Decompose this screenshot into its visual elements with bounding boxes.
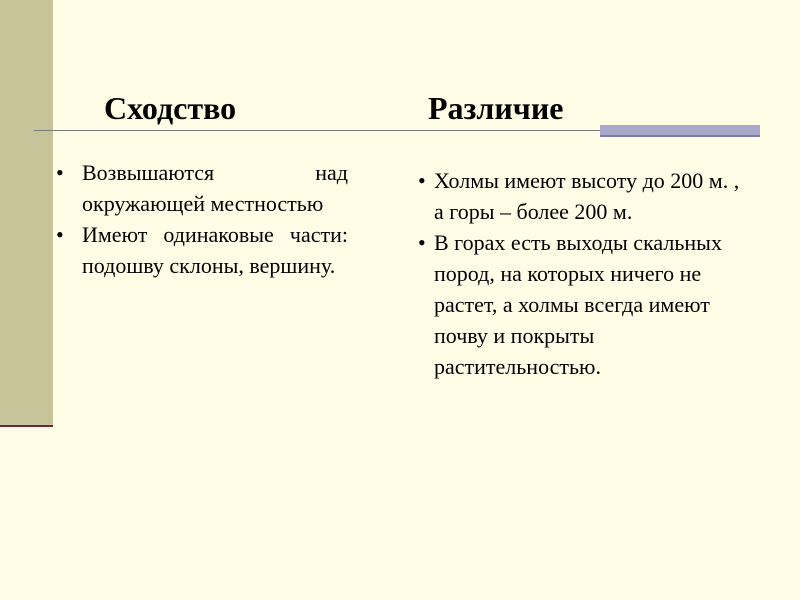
heading-difference: Различие: [428, 90, 564, 126]
heading-similarity: Сходство: [104, 90, 237, 126]
difference-list: [418, 165, 748, 382]
list-item-text: Возвышаются над окружающей местностью: [82, 160, 348, 216]
list-item: [56, 219, 348, 281]
list-item-text: Имеют одинаковые части: подошву склоны, вершину.: [82, 222, 348, 278]
list-item: [56, 157, 348, 219]
bullet-icon: •: [418, 168, 426, 193]
list-item-text: Холмы имеют высоту до 200 м. , а горы – более 200 м.: [434, 168, 740, 224]
list-item-text: В горах есть выходы скальных пород, на которых ничего не растет, а холмы всегда имеют почву и покрыты растительностью.: [434, 230, 722, 379]
decorative-left-bar-underline: [0, 425, 53, 427]
bullet-icon: •: [56, 222, 64, 247]
bullet-icon: •: [56, 160, 64, 185]
heading-divider-line: [34, 130, 600, 131]
heading-divider-bar: [600, 125, 760, 137]
list-item: [418, 165, 748, 227]
bullet-icon: •: [418, 230, 426, 255]
list-item: [418, 227, 748, 382]
similarity-list: [56, 157, 348, 281]
decorative-left-bar: [0, 0, 53, 425]
